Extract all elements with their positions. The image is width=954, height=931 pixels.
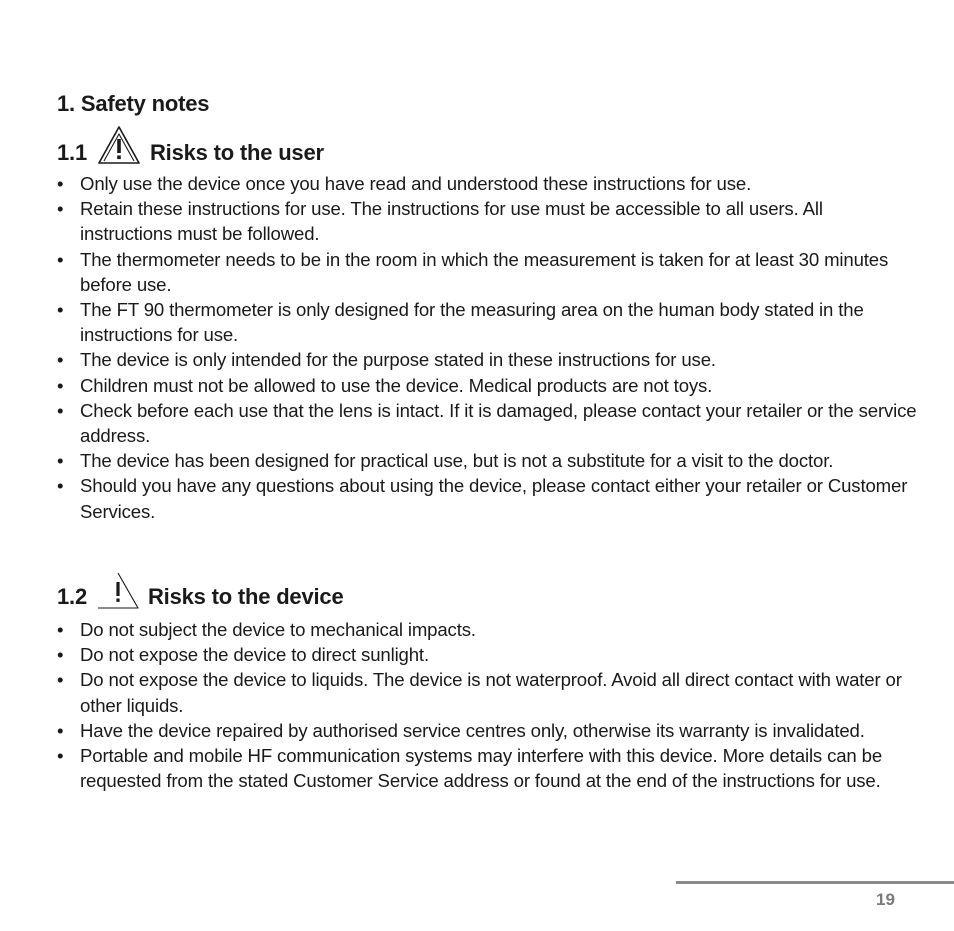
warning-triangle-icon <box>96 124 142 166</box>
section-number: 1.1 <box>57 140 87 165</box>
list-item: • Should you have any questions about using the device, please contact either your retailer or Customer Services. <box>57 475 908 522</box>
list-item: • Check before each use that the lens is intact. If it is damaged, please contact your retailer or the service address. <box>57 399 917 447</box>
risks-to-device-list <box>57 617 917 793</box>
section-number: 1.2 <box>57 584 87 609</box>
list-item: • The thermometer needs to be in the room in which the measurement is taken for at least 30 minutes before use. <box>57 248 889 295</box>
caution-triangle-icon <box>95 570 141 610</box>
section-title: Risks to the user <box>149 140 324 165</box>
list-item: • Do not expose the device to direct sunlight. <box>57 644 429 666</box>
list-item: • Portable and mobile HF communication systems may interfere with this device. More details can be requested from the stated Customer Service address or found at the end of the instructions for use. <box>57 745 883 792</box>
list-item: • Do not expose the device to liquids. The device is not waterproof. Avoid all direct contact with water or other liquids. <box>57 669 902 716</box>
list-item: • The device has been designed for practical use, but is not a substitute for a visit to the doctor. <box>57 450 834 472</box>
list-item: • Children must not be allowed to use the device. Medical products are not toys. <box>57 374 713 396</box>
list-item: • Only use the device once you have read and understood these instructions for use. <box>57 173 752 194</box>
page-number: 19 <box>876 890 895 909</box>
risks-to-user-list <box>57 171 917 524</box>
list-item: • Have the device repaired by authorised service centres only, otherwise its warranty is invalidated. <box>57 719 865 741</box>
section-title: Risks to the device <box>147 584 344 609</box>
list-item: • Retain these instructions for use. The instructions for use must be accessible to all users. All instructions must be followed. <box>57 198 823 245</box>
footer-divider <box>676 881 954 884</box>
list-item: • Do not subject the device to mechanical impacts. <box>57 619 476 640</box>
page-title: 1. Safety notes <box>57 91 210 116</box>
list-item: • The device is only intended for the purpose stated in these instructions for use. <box>57 349 716 371</box>
list-item: • The FT 90 thermometer is only designed for the measuring area on the human body stated in the instructions for use. <box>57 299 864 346</box>
section-heading-risks-to-device <box>57 570 343 610</box>
section-heading-risks-to-user <box>57 124 324 166</box>
